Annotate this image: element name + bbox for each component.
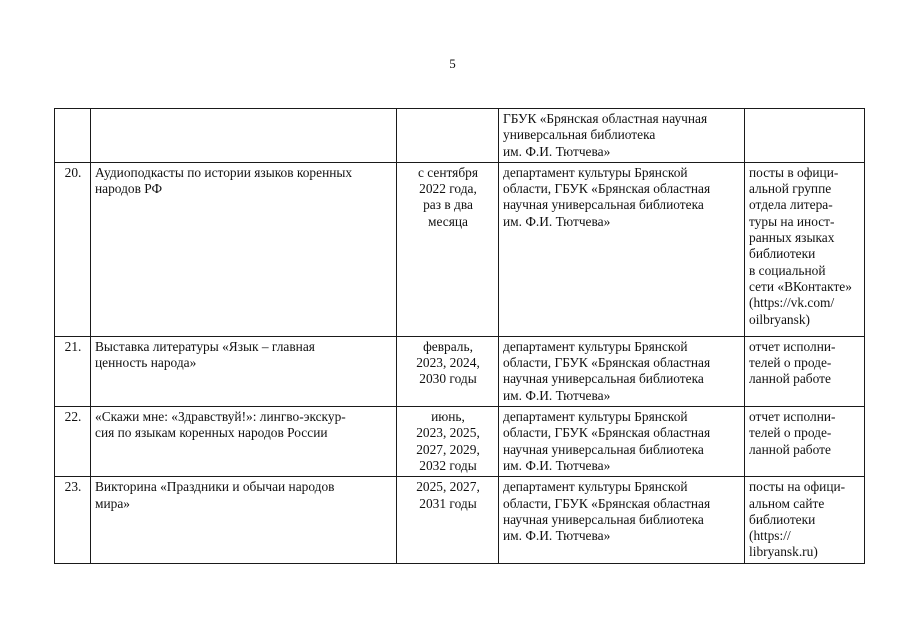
event-executor: департамент культуры Брянской области, ГБУК «Брянская областная научная универсальная библиотека им. Ф.И. Тютчева» xyxy=(499,477,745,564)
table-row xyxy=(55,336,865,406)
event-result: посты на офици- альном сайте библиотеки (https:// libryansk.ru) xyxy=(745,477,865,564)
event-name: Аудиоподкасты по истории языков коренных народов РФ xyxy=(91,162,397,336)
table-row xyxy=(55,162,865,336)
row-number xyxy=(55,109,91,163)
page-number: 5 xyxy=(449,56,456,71)
event-result: отчет исполни- телей о проде- ланной работе xyxy=(745,336,865,406)
event-executor: департамент культуры Брянской области, ГБУК «Брянская областная научная универсальная библиотека им. Ф.И. Тютчева» xyxy=(499,162,745,336)
event-executor: ГБУК «Брянская областная научная универсальная библиотека им. Ф.И. Тютчева» xyxy=(499,109,745,163)
event-term: июнь, 2023, 2025, 2027, 2029, 2032 годы xyxy=(397,407,499,477)
plan-table xyxy=(54,108,865,564)
event-name: Викторина «Праздники и обычаи народов мира» xyxy=(91,477,397,564)
row-number: 23. xyxy=(55,477,91,564)
event-result xyxy=(745,109,865,163)
event-result: посты в офици- альной группе отдела литера- туры на иност- ранных языках библиотеки в социальной сети «ВКонтакте» (https://vk.com/ oilbryansk) xyxy=(745,162,865,336)
event-term: с сентября 2022 года, раз в два месяца xyxy=(397,162,499,336)
row-number: 21. xyxy=(55,336,91,406)
table-row xyxy=(55,407,865,477)
row-number: 20. xyxy=(55,162,91,336)
event-term xyxy=(397,109,499,163)
table-row xyxy=(55,109,865,163)
event-executor: департамент культуры Брянской области, ГБУК «Брянская областная научная универсальная библиотека им. Ф.И. Тютчева» xyxy=(499,407,745,477)
event-executor: департамент культуры Брянской области, ГБУК «Брянская областная научная универсальная библиотека им. Ф.И. Тютчева» xyxy=(499,336,745,406)
event-name xyxy=(91,109,397,163)
event-name: Выставка литературы «Язык – главная ценность народа» xyxy=(91,336,397,406)
row-number: 22. xyxy=(55,407,91,477)
event-term: 2025, 2027, 2031 годы xyxy=(397,477,499,564)
table-row xyxy=(55,477,865,564)
event-result: отчет исполни- телей о проде- ланной работе xyxy=(745,407,865,477)
event-name: «Скажи мне: «Здравствуй!»: лингво-экскур- сия по языкам коренных народов России xyxy=(91,407,397,477)
event-term: февраль, 2023, 2024, 2030 годы xyxy=(397,336,499,406)
